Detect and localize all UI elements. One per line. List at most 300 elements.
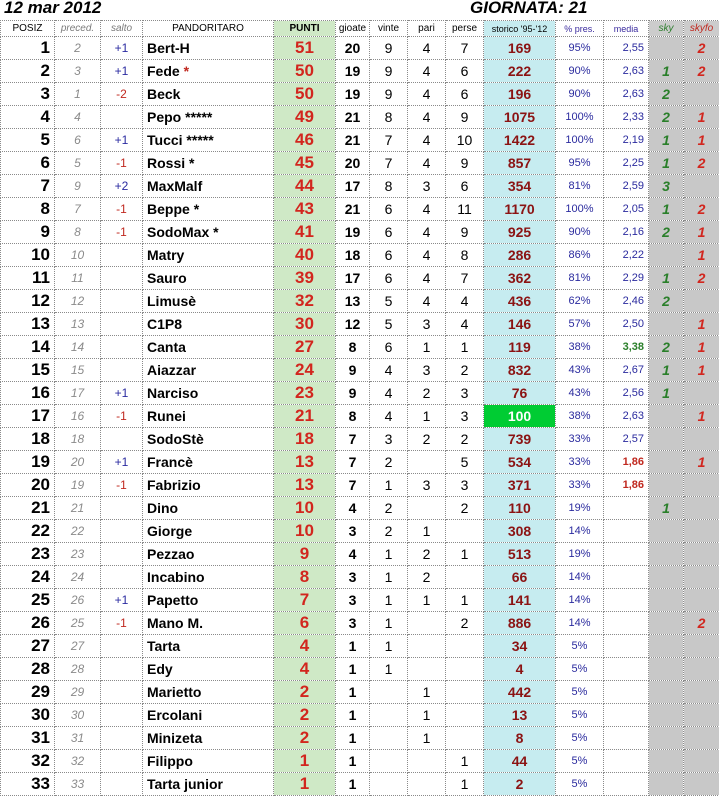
presence-cell: 14% xyxy=(556,520,604,543)
sky-cell xyxy=(649,589,684,612)
sky-cell xyxy=(649,658,684,681)
average-cell: 2,19 xyxy=(604,129,649,152)
average-cell: 2,50 xyxy=(604,313,649,336)
points-cell: 50 xyxy=(274,60,336,83)
player-name: Canta xyxy=(147,339,186,355)
skyfo-cell xyxy=(684,681,719,704)
previous-position-cell: 26 xyxy=(55,589,101,612)
col-header-gioate: gioate xyxy=(336,21,370,37)
played-cell: 19 xyxy=(336,221,370,244)
previous-position-cell: 28 xyxy=(55,658,101,681)
asterisk-marker: * xyxy=(213,224,218,240)
lost-cell: 9 xyxy=(446,152,484,175)
points-cell: 44 xyxy=(274,175,336,198)
player-name: Pezzao xyxy=(147,546,194,562)
average-cell: 2,57 xyxy=(604,428,649,451)
drawn-cell xyxy=(408,612,446,635)
played-cell: 1 xyxy=(336,681,370,704)
jump-cell xyxy=(101,750,143,773)
average-cell: 2,16 xyxy=(604,221,649,244)
player-name: Runei xyxy=(147,408,186,424)
presence-cell: 100% xyxy=(556,106,604,129)
lost-cell: 2 xyxy=(446,359,484,382)
played-cell: 1 xyxy=(336,773,370,796)
col-header-pari: pari xyxy=(408,21,446,37)
played-cell: 8 xyxy=(336,405,370,428)
presence-cell: 62% xyxy=(556,290,604,313)
jump-cell xyxy=(101,727,143,750)
previous-position-cell: 6 xyxy=(55,129,101,152)
presence-cell: 57% xyxy=(556,313,604,336)
jump-cell xyxy=(101,497,143,520)
jump-cell xyxy=(101,704,143,727)
sky-cell: 1 xyxy=(649,129,684,152)
won-cell: 5 xyxy=(370,290,408,313)
player-name: SodoStè xyxy=(147,431,204,447)
played-cell: 9 xyxy=(336,359,370,382)
position-cell: 13 xyxy=(1,313,55,336)
player-name: Edy xyxy=(147,661,173,677)
asterisk-marker: ***** xyxy=(186,132,213,148)
won-cell: 1 xyxy=(370,566,408,589)
points-cell: 49 xyxy=(274,106,336,129)
player-name-cell xyxy=(143,313,274,336)
presence-cell: 33% xyxy=(556,428,604,451)
player-name-cell xyxy=(143,37,274,60)
player-name-cell xyxy=(143,405,274,428)
position-cell: 33 xyxy=(1,773,55,796)
table-row xyxy=(1,198,719,221)
lost-cell: 4 xyxy=(446,290,484,313)
asterisk-marker: * xyxy=(194,201,199,217)
historical-cell: 857 xyxy=(484,152,556,175)
historical-cell: 1170 xyxy=(484,198,556,221)
won-cell xyxy=(370,750,408,773)
player-name-cell xyxy=(143,336,274,359)
points-cell: 32 xyxy=(274,290,336,313)
player-name: Fede xyxy=(147,63,180,79)
played-cell: 1 xyxy=(336,635,370,658)
average-cell xyxy=(604,566,649,589)
previous-position-cell: 20 xyxy=(55,451,101,474)
position-cell: 23 xyxy=(1,543,55,566)
historical-cell: 371 xyxy=(484,474,556,497)
presence-cell: 90% xyxy=(556,221,604,244)
player-name-cell xyxy=(143,60,274,83)
won-cell xyxy=(370,773,408,796)
lost-cell: 1 xyxy=(446,543,484,566)
jump-cell xyxy=(101,520,143,543)
table-row xyxy=(1,313,719,336)
player-name-cell xyxy=(143,451,274,474)
presence-cell: 43% xyxy=(556,359,604,382)
played-cell: 4 xyxy=(336,497,370,520)
skyfo-cell xyxy=(684,474,719,497)
played-cell: 3 xyxy=(336,589,370,612)
player-name-cell xyxy=(143,681,274,704)
jump-cell: -2 xyxy=(101,83,143,106)
skyfo-cell xyxy=(684,704,719,727)
jump-cell: +1 xyxy=(101,60,143,83)
historical-cell: 222 xyxy=(484,60,556,83)
table-row xyxy=(1,267,719,290)
played-cell: 7 xyxy=(336,451,370,474)
skyfo-cell: 1 xyxy=(684,451,719,474)
jump-cell: -1 xyxy=(101,474,143,497)
presence-cell: 95% xyxy=(556,37,604,60)
jump-cell: +1 xyxy=(101,37,143,60)
average-cell: 2,29 xyxy=(604,267,649,290)
table-row xyxy=(1,129,719,152)
table-row xyxy=(1,290,719,313)
jump-cell xyxy=(101,359,143,382)
presence-cell: 33% xyxy=(556,474,604,497)
player-name: C1P8 xyxy=(147,316,182,332)
sky-cell: 2 xyxy=(649,83,684,106)
player-name: Minizeta xyxy=(147,730,202,746)
average-cell: 2,67 xyxy=(604,359,649,382)
drawn-cell: 4 xyxy=(408,290,446,313)
presence-cell: 19% xyxy=(556,497,604,520)
previous-position-cell: 32 xyxy=(55,750,101,773)
lost-cell: 10 xyxy=(446,129,484,152)
table-row xyxy=(1,221,719,244)
standings-table xyxy=(0,20,719,796)
historical-cell: 308 xyxy=(484,520,556,543)
drawn-cell: 3 xyxy=(408,313,446,336)
position-cell: 20 xyxy=(1,474,55,497)
lost-cell: 5 xyxy=(446,451,484,474)
skyfo-cell: 1 xyxy=(684,244,719,267)
jump-cell: +1 xyxy=(101,382,143,405)
drawn-cell: 4 xyxy=(408,83,446,106)
skyfo-cell xyxy=(684,428,719,451)
position-cell: 26 xyxy=(1,612,55,635)
player-name: Pepo xyxy=(147,109,181,125)
sky-cell xyxy=(649,727,684,750)
won-cell: 4 xyxy=(370,359,408,382)
historical-cell: 2 xyxy=(484,773,556,796)
player-name-cell xyxy=(143,704,274,727)
jump-cell: +2 xyxy=(101,175,143,198)
presence-cell: 5% xyxy=(556,727,604,750)
skyfo-cell xyxy=(684,175,719,198)
played-cell: 21 xyxy=(336,106,370,129)
presence-cell: 100% xyxy=(556,129,604,152)
average-cell xyxy=(604,612,649,635)
presence-cell: 5% xyxy=(556,681,604,704)
won-cell: 2 xyxy=(370,497,408,520)
table-row xyxy=(1,773,719,796)
position-cell: 17 xyxy=(1,405,55,428)
drawn-cell: 2 xyxy=(408,566,446,589)
presence-cell: 81% xyxy=(556,267,604,290)
played-cell: 9 xyxy=(336,382,370,405)
jump-cell xyxy=(101,428,143,451)
jump-cell: -1 xyxy=(101,405,143,428)
played-cell: 1 xyxy=(336,658,370,681)
player-name-cell xyxy=(143,129,274,152)
previous-position-cell: 7 xyxy=(55,198,101,221)
sky-cell: 1 xyxy=(649,60,684,83)
drawn-cell: 3 xyxy=(408,474,446,497)
position-cell: 14 xyxy=(1,336,55,359)
player-name-cell xyxy=(143,750,274,773)
won-cell: 7 xyxy=(370,129,408,152)
sky-cell xyxy=(649,37,684,60)
points-cell: 7 xyxy=(274,589,336,612)
player-name-cell xyxy=(143,612,274,635)
skyfo-cell xyxy=(684,520,719,543)
drawn-cell xyxy=(408,773,446,796)
historical-cell: 146 xyxy=(484,313,556,336)
sky-cell: 2 xyxy=(649,221,684,244)
average-cell xyxy=(604,497,649,520)
col-header-vinte: vinte xyxy=(370,21,408,37)
lost-cell: 4 xyxy=(446,313,484,336)
jump-cell xyxy=(101,336,143,359)
position-cell: 1 xyxy=(1,37,55,60)
previous-position-cell: 25 xyxy=(55,612,101,635)
presence-cell: 5% xyxy=(556,635,604,658)
sky-cell: 1 xyxy=(649,267,684,290)
player-name: Giorge xyxy=(147,523,192,539)
skyfo-cell xyxy=(684,658,719,681)
sky-cell xyxy=(649,612,684,635)
jump-cell xyxy=(101,267,143,290)
player-name-cell xyxy=(143,267,274,290)
col-header-preced: preced. xyxy=(55,21,101,37)
col-header-salto: salto xyxy=(101,21,143,37)
skyfo-cell xyxy=(684,727,719,750)
previous-position-cell: 13 xyxy=(55,313,101,336)
jump-cell: -1 xyxy=(101,612,143,635)
won-cell: 6 xyxy=(370,198,408,221)
average-cell: 2,05 xyxy=(604,198,649,221)
position-cell: 21 xyxy=(1,497,55,520)
lost-cell xyxy=(446,727,484,750)
historical-cell: 286 xyxy=(484,244,556,267)
player-name-cell xyxy=(143,198,274,221)
player-name-cell xyxy=(143,221,274,244)
table-row xyxy=(1,543,719,566)
played-cell: 20 xyxy=(336,37,370,60)
lost-cell: 2 xyxy=(446,612,484,635)
previous-position-cell: 19 xyxy=(55,474,101,497)
player-name-cell xyxy=(143,497,274,520)
position-cell: 27 xyxy=(1,635,55,658)
historical-cell: 13 xyxy=(484,704,556,727)
player-name-cell xyxy=(143,566,274,589)
skyfo-cell: 2 xyxy=(684,267,719,290)
played-cell: 3 xyxy=(336,566,370,589)
drawn-cell: 4 xyxy=(408,129,446,152)
previous-position-cell: 2 xyxy=(55,37,101,60)
points-cell: 8 xyxy=(274,566,336,589)
played-cell: 12 xyxy=(336,313,370,336)
presence-cell: 90% xyxy=(556,60,604,83)
jump-cell: -1 xyxy=(101,152,143,175)
sky-cell: 3 xyxy=(649,175,684,198)
player-name-cell xyxy=(143,382,274,405)
previous-position-cell: 24 xyxy=(55,566,101,589)
table-row xyxy=(1,152,719,175)
average-cell: 2,59 xyxy=(604,175,649,198)
position-cell: 3 xyxy=(1,83,55,106)
played-cell: 19 xyxy=(336,83,370,106)
drawn-cell: 4 xyxy=(408,244,446,267)
played-cell: 21 xyxy=(336,129,370,152)
average-cell: 2,63 xyxy=(604,405,649,428)
skyfo-cell: 1 xyxy=(684,313,719,336)
sky-cell: 1 xyxy=(649,359,684,382)
played-cell: 18 xyxy=(336,244,370,267)
col-header-pandoritaro: PANDORITARO xyxy=(143,21,274,37)
sky-cell xyxy=(649,428,684,451)
drawn-cell: 4 xyxy=(408,60,446,83)
previous-position-cell: 29 xyxy=(55,681,101,704)
points-cell: 18 xyxy=(274,428,336,451)
won-cell: 1 xyxy=(370,612,408,635)
drawn-cell: 4 xyxy=(408,152,446,175)
table-row xyxy=(1,566,719,589)
drawn-cell: 4 xyxy=(408,37,446,60)
played-cell: 17 xyxy=(336,267,370,290)
table-row xyxy=(1,37,719,60)
won-cell: 9 xyxy=(370,37,408,60)
previous-position-cell: 12 xyxy=(55,290,101,313)
skyfo-cell: 1 xyxy=(684,336,719,359)
col-header-posiz: POSIZ xyxy=(1,21,55,37)
lost-cell: 6 xyxy=(446,60,484,83)
table-row xyxy=(1,428,719,451)
position-cell: 10 xyxy=(1,244,55,267)
historical-cell: 1075 xyxy=(484,106,556,129)
sky-cell xyxy=(649,681,684,704)
player-name: Fabrizio xyxy=(147,477,201,493)
position-cell: 6 xyxy=(1,152,55,175)
historical-cell: 886 xyxy=(484,612,556,635)
sky-cell xyxy=(649,313,684,336)
average-cell: 2,22 xyxy=(604,244,649,267)
won-cell xyxy=(370,704,408,727)
presence-cell: 43% xyxy=(556,382,604,405)
jump-cell xyxy=(101,635,143,658)
player-name: Francè xyxy=(147,454,193,470)
player-name-cell xyxy=(143,658,274,681)
average-cell xyxy=(604,681,649,704)
player-name: Ercolani xyxy=(147,707,202,723)
table-row xyxy=(1,106,719,129)
player-name: MaxMalf xyxy=(147,178,202,194)
sky-cell xyxy=(649,244,684,267)
skyfo-cell: 1 xyxy=(684,221,719,244)
skyfo-cell: 1 xyxy=(684,405,719,428)
jump-cell: -1 xyxy=(101,221,143,244)
points-cell: 4 xyxy=(274,658,336,681)
sky-cell: 1 xyxy=(649,152,684,175)
average-cell xyxy=(604,543,649,566)
drawn-cell: 1 xyxy=(408,405,446,428)
historical-cell: 196 xyxy=(484,83,556,106)
player-name-cell xyxy=(143,428,274,451)
table-row xyxy=(1,681,719,704)
average-cell xyxy=(604,773,649,796)
position-cell: 5 xyxy=(1,129,55,152)
col-header-pres: % pres. xyxy=(556,21,604,37)
position-cell: 15 xyxy=(1,359,55,382)
skyfo-cell xyxy=(684,589,719,612)
skyfo-cell xyxy=(684,382,719,405)
position-cell: 8 xyxy=(1,198,55,221)
table-row xyxy=(1,359,719,382)
table-row xyxy=(1,474,719,497)
historical-cell: 513 xyxy=(484,543,556,566)
points-cell: 50 xyxy=(274,83,336,106)
player-name-cell xyxy=(143,589,274,612)
position-cell: 24 xyxy=(1,566,55,589)
lost-cell: 1 xyxy=(446,773,484,796)
player-name-cell xyxy=(143,773,274,796)
sky-cell xyxy=(649,405,684,428)
points-cell: 23 xyxy=(274,382,336,405)
sky-cell xyxy=(649,750,684,773)
sky-cell: 1 xyxy=(649,497,684,520)
jump-cell xyxy=(101,566,143,589)
presence-cell: 14% xyxy=(556,612,604,635)
sky-cell xyxy=(649,704,684,727)
drawn-cell: 3 xyxy=(408,175,446,198)
skyfo-cell: 1 xyxy=(684,106,719,129)
table-row xyxy=(1,175,719,198)
historical-cell: 832 xyxy=(484,359,556,382)
previous-position-cell: 3 xyxy=(55,60,101,83)
asterisk-marker: ***** xyxy=(185,109,212,125)
won-cell xyxy=(370,681,408,704)
previous-position-cell: 14 xyxy=(55,336,101,359)
points-cell: 13 xyxy=(274,451,336,474)
player-name-cell xyxy=(143,359,274,382)
lost-cell: 9 xyxy=(446,106,484,129)
lost-cell xyxy=(446,681,484,704)
points-cell: 40 xyxy=(274,244,336,267)
player-name: Beppe xyxy=(147,201,190,217)
sky-cell: 2 xyxy=(649,290,684,313)
points-cell: 10 xyxy=(274,497,336,520)
header-row xyxy=(1,21,719,37)
presence-cell: 14% xyxy=(556,566,604,589)
table-row xyxy=(1,589,719,612)
player-name-cell xyxy=(143,474,274,497)
drawn-cell: 2 xyxy=(408,543,446,566)
won-cell: 1 xyxy=(370,658,408,681)
historical-cell: 4 xyxy=(484,658,556,681)
lost-cell xyxy=(446,566,484,589)
played-cell: 3 xyxy=(336,612,370,635)
historical-cell: 362 xyxy=(484,267,556,290)
lost-cell xyxy=(446,658,484,681)
points-cell: 43 xyxy=(274,198,336,221)
player-name: Marietto xyxy=(147,684,201,700)
table-row xyxy=(1,497,719,520)
sky-cell: 1 xyxy=(649,198,684,221)
jump-cell: +1 xyxy=(101,129,143,152)
jump-cell xyxy=(101,313,143,336)
historical-cell: 436 xyxy=(484,290,556,313)
played-cell: 17 xyxy=(336,175,370,198)
skyfo-cell xyxy=(684,497,719,520)
drawn-cell xyxy=(408,750,446,773)
